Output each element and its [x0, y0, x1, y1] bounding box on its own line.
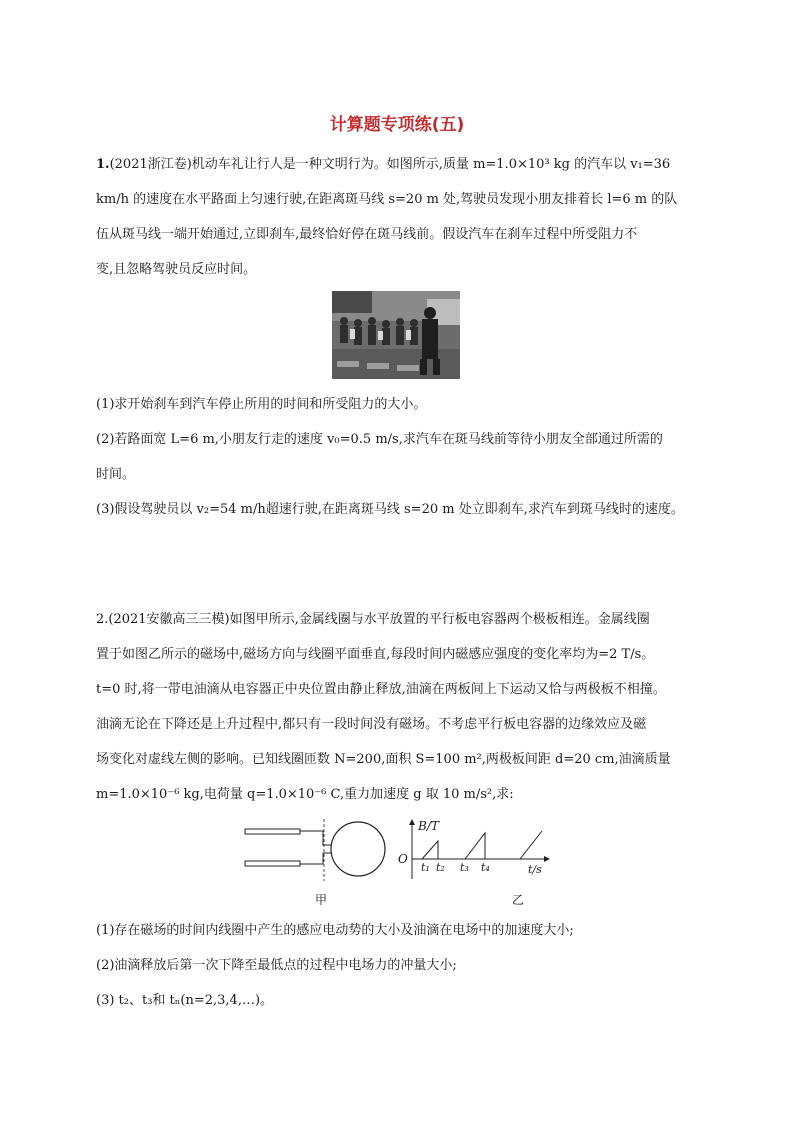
q2-sub1: (1)存在磁场的时间内线圈中产生的感应电动势的大小及油滴在电场中的加速度大小; — [96, 923, 574, 938]
capacitor-top-plate — [245, 829, 300, 834]
tick-t4: t₄ — [481, 861, 490, 874]
axis-x-label: t/s — [528, 863, 542, 876]
axis-y-label: B/T — [418, 819, 439, 833]
q1-sub3: (3)假设驾驶员以 v₂=54 m/h超速行驶,在距离斑马线 s=20 m 处立即刹车,求汽车到斑马线时的速度。 — [96, 502, 684, 517]
q2-text-1: (2021安徽高三三模)如图甲所示,金属线圈与水平放置的平行板电容器两个极板相连。金属线圈 — [108, 612, 650, 627]
tick-t3: t₃ — [460, 861, 469, 874]
page-title: 计算题专项练(五) — [329, 115, 465, 135]
figure — [240, 817, 560, 887]
q2-line-1 — [96, 612, 650, 628]
q2-line-5: 场变化对虚线左侧的影响。已知线圈匝数 N=200,面积 S=100 m²,两极板间距 d=20 cm,油滴质量 — [96, 752, 671, 767]
q2-sub2: (2)油滴释放后第一次下降至最低点的过程中电场力的冲量大小; — [96, 958, 457, 973]
figure-label-yi: 乙 — [512, 893, 525, 907]
capacitor-bottom-plate — [245, 861, 300, 866]
wire-top — [300, 831, 332, 845]
figure-diagram — [240, 817, 560, 883]
crosswalk-photo — [332, 291, 460, 379]
wire-bottom — [300, 853, 332, 864]
q2-line-2: 置于如图乙所示的磁场中,磁场方向与线圈平面垂直,每段时间内磁感应强度的变化率均为=2 T/s。 — [96, 647, 655, 662]
q2-number: 2. — [96, 612, 109, 627]
b-segment-3 — [520, 831, 542, 859]
q1-line-3: 伍从斑马线一端开始通过,立即刹车,最终恰好停在斑马线前。假设汽车在刹车过程中所受阻力不 — [96, 227, 638, 242]
q2-line-6: m=1.0×10⁻⁶ kg,电荷量 q=1.0×10⁻⁶ C,重力加速度 g 取 10 m/s²,求: — [96, 787, 514, 802]
figure-label-jia: 甲 — [315, 893, 328, 907]
y-axis-arrow — [409, 819, 415, 825]
tick-t1: t₁ — [421, 861, 430, 874]
tick-t2: t₂ — [436, 861, 445, 874]
q1-sub2-line2: 时间。 — [96, 467, 136, 482]
x-axis-arrow — [544, 856, 550, 862]
b-segment-2 — [465, 833, 485, 859]
q2-sub3: (3) t₂、t₃和 tₙ(n=2,3,4,…)。 — [96, 993, 274, 1008]
q1-line-2: km/h 的速度在水平路面上匀速行驶,在距离斑马线 s=20 m 处,驾驶员发现小朋友排着长 l=6 m 的队 — [96, 192, 678, 207]
origin-label: O — [398, 852, 408, 866]
q1-line-4: 变,且忽略驾驶员反应时间。 — [96, 262, 257, 277]
q2-line-4: 油滴无论在下降还是上升过程中,都只有一段时间没有磁场。不考虑平行板电容器的边缘效应及磁 — [96, 717, 647, 732]
q1-sub2-line1: (2)若路面宽 L=6 m,小朋友行走的速度 v₀=0.5 m/s,求汽车在斑马线前等待小朋友全部通过所需的 — [96, 432, 663, 447]
q1-sub1: (1)求开始刹车到汽车停止所用的时间和所受阻力的大小。 — [96, 397, 427, 412]
q2-line-3: t=0 时,将一带电油滴从电容器正中央位置由静止释放,油滴在两板间上下运动又恰与两极板不相撞。 — [96, 682, 666, 697]
q1-line-1 — [96, 157, 670, 173]
b-segment-1 — [422, 841, 438, 859]
metal-coil — [331, 822, 385, 876]
q1-text-1: (2021浙江卷)机动车礼让行人是一种文明行为。如图所示,质量 m=1.0×10³ kg 的汽车以 v₁=36 — [109, 157, 671, 172]
q1-number: 1. — [96, 157, 110, 172]
